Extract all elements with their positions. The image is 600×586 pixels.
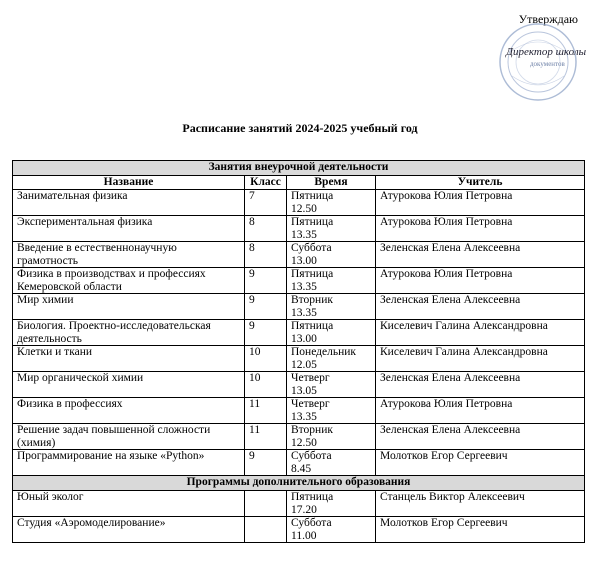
cell-name: Мир органической химии	[13, 372, 245, 398]
cell-teacher: Станцель Виктор Алексеевич	[376, 491, 585, 517]
cell-hour: 13.35	[291, 280, 317, 293]
table-row	[13, 294, 585, 320]
approval-label: Утверждаю	[518, 12, 578, 26]
column-header-row	[13, 176, 585, 190]
cell-day: Суббота	[291, 517, 332, 529]
cell-hour: 12.05	[291, 358, 317, 371]
cell-day: Вторник	[291, 424, 333, 436]
cell-grade: 9	[245, 450, 287, 476]
cell-grade	[245, 517, 287, 543]
table-row	[13, 491, 585, 517]
cell-name: Клетки и ткани	[13, 346, 245, 372]
cell-hour: 12.50	[291, 202, 317, 215]
table-row	[13, 424, 585, 450]
table-row	[13, 268, 585, 294]
cell-grade: 10	[245, 372, 287, 398]
cell-grade: 11	[245, 424, 287, 450]
cell-time	[287, 346, 376, 372]
cell-hour: 13.00	[291, 332, 317, 345]
cell-name: Мир химии	[13, 294, 245, 320]
cell-time	[287, 517, 376, 543]
column-teacher: Учитель	[376, 176, 585, 190]
cell-time	[287, 398, 376, 424]
cell-grade: 9	[245, 294, 287, 320]
cell-grade	[245, 491, 287, 517]
cell-teacher: Атурокова Юлия Петровна	[376, 268, 585, 294]
cell-name: Решение задач повышенной сложности (химия)	[13, 424, 245, 450]
cell-time	[287, 320, 376, 346]
cell-time	[287, 294, 376, 320]
cell-teacher: Атурокова Юлия Петровна	[376, 216, 585, 242]
cell-time	[287, 190, 376, 216]
cell-name: Биология. Проектно-исследовательская деятельность	[13, 320, 245, 346]
cell-grade: 7	[245, 190, 287, 216]
cell-name: Студия «Аэромоделирование»	[13, 517, 245, 543]
cell-day: Понедельник	[291, 346, 356, 358]
cell-teacher: Зеленская Елена Алексеевна	[376, 424, 585, 450]
schedule-table	[12, 160, 585, 543]
cell-teacher: Зеленская Елена Алексеевна	[376, 372, 585, 398]
column-time: Время	[287, 176, 376, 190]
table-row	[13, 517, 585, 543]
cell-grade: 8	[245, 242, 287, 268]
section-header	[13, 476, 585, 491]
table-row	[13, 320, 585, 346]
cell-name: Физика в производствах и профессиях Кемеровской области	[13, 268, 245, 294]
cell-day: Пятница	[291, 320, 334, 332]
cell-name: Программирование на языке «Python»	[13, 450, 245, 476]
cell-hour: 13.35	[291, 410, 317, 423]
cell-hour: 17.20	[291, 503, 317, 516]
cell-time	[287, 216, 376, 242]
cell-grade: 9	[245, 268, 287, 294]
cell-teacher: Молотков Егор Сергеевич	[376, 517, 585, 543]
section-title: Программы дополнительного образования	[13, 476, 585, 491]
section-title: Занятия внеурочной деятельности	[13, 161, 585, 176]
cell-teacher: Киселевич Галина Александровна	[376, 320, 585, 346]
table-row	[13, 398, 585, 424]
cell-hour: 12.50	[291, 436, 317, 449]
table-row	[13, 450, 585, 476]
cell-hour: 8.45	[291, 462, 312, 475]
cell-grade: 8	[245, 216, 287, 242]
cell-teacher: Зеленская Елена Алексеевна	[376, 242, 585, 268]
cell-teacher: Атурокова Юлия Петровна	[376, 190, 585, 216]
cell-name: Физика в профессиях	[13, 398, 245, 424]
cell-time	[287, 450, 376, 476]
cell-day: Пятница	[291, 268, 334, 280]
table-row	[13, 346, 585, 372]
cell-hour: 13.35	[291, 228, 317, 241]
cell-time	[287, 424, 376, 450]
cell-name: Экспериментальная физика	[13, 216, 245, 242]
cell-hour: 13.35	[291, 306, 317, 319]
cell-day: Пятница	[291, 216, 334, 228]
cell-teacher: Атурокова Юлия Петровна	[376, 398, 585, 424]
cell-day: Суббота	[291, 450, 332, 462]
table-row	[13, 242, 585, 268]
cell-teacher: Молотков Егор Сергеевич	[376, 450, 585, 476]
table-row	[13, 372, 585, 398]
cell-time	[287, 242, 376, 268]
cell-name: Введение в естественнонаучную грамотность	[13, 242, 245, 268]
cell-grade: 9	[245, 320, 287, 346]
cell-name: Юный эколог	[13, 491, 245, 517]
table-row	[13, 216, 585, 242]
cell-day: Четверг	[291, 398, 330, 410]
cell-teacher: Киселевич Галина Александровна	[376, 346, 585, 372]
cell-day: Четверг	[291, 372, 330, 384]
cell-grade: 10	[245, 346, 287, 372]
cell-time	[287, 268, 376, 294]
cell-time	[287, 372, 376, 398]
stamp-text: Директор школы	[506, 46, 587, 58]
schedule-title: Расписание занятий 2024-2025 учебный год	[182, 121, 418, 135]
stamp-subtext: документов	[530, 60, 565, 68]
cell-day: Вторник	[291, 294, 333, 306]
column-grade: Класс	[245, 176, 287, 190]
cell-day: Суббота	[291, 242, 332, 254]
cell-grade: 11	[245, 398, 287, 424]
cell-day: Пятница	[291, 190, 334, 202]
cell-hour: 13.05	[291, 384, 317, 397]
cell-time	[287, 491, 376, 517]
section-header	[13, 161, 585, 176]
cell-teacher: Зеленская Елена Алексеевна	[376, 294, 585, 320]
cell-hour: 13.00	[291, 254, 317, 267]
cell-name: Занимательная физика	[13, 190, 245, 216]
cell-hour: 11.00	[291, 529, 317, 542]
cell-day: Пятница	[291, 491, 334, 503]
table-row	[13, 190, 585, 216]
column-name: Название	[13, 176, 245, 190]
